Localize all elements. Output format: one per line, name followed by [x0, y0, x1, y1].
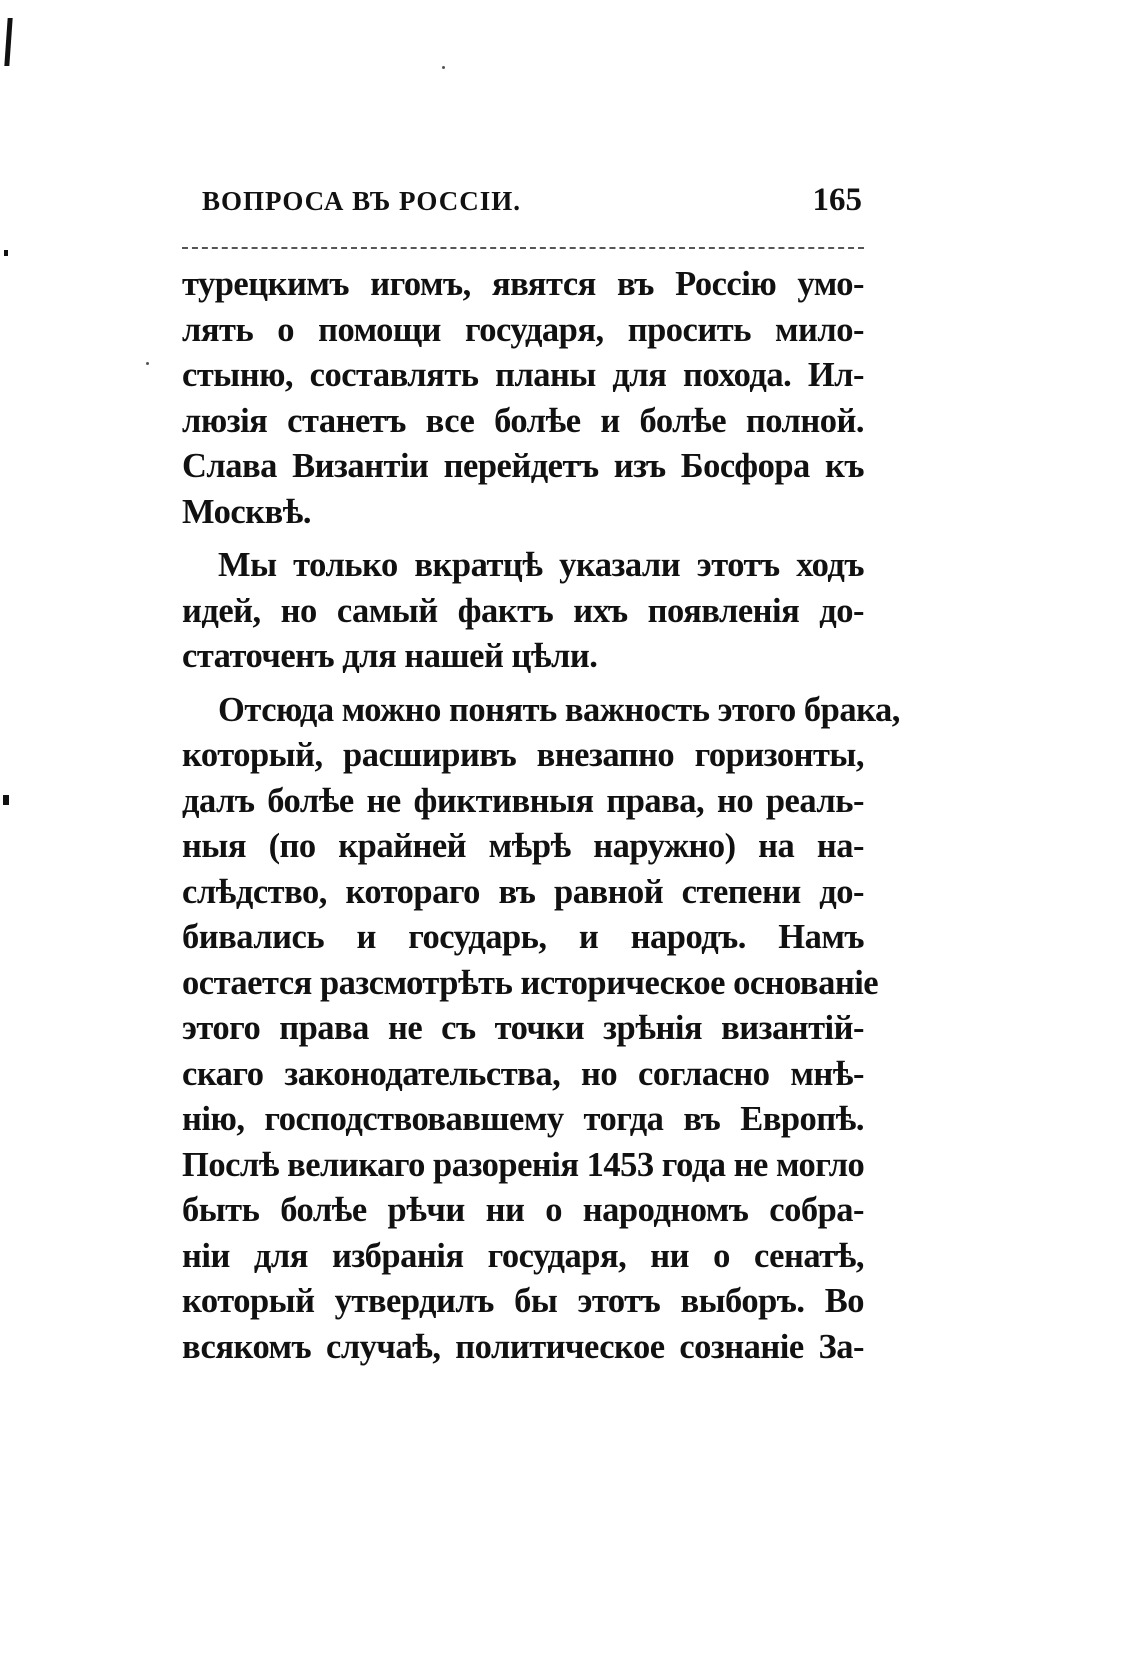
text-line: бивались и государь, и народъ. Намъ [182, 918, 864, 956]
text-line: Отсюда можно понять важность этого брака, [218, 690, 900, 729]
text-line: скаго законодательства, но согласно мнѣ- [182, 1054, 864, 1093]
text-line: стыню, составлять планы для похода. Ил- [182, 356, 864, 394]
text-line: нію, господствовавшему тогда въ Европѣ. [182, 1100, 864, 1138]
text-line: остается разсмотрѣть историческое основаніе [182, 963, 879, 1002]
text-line: всякомъ случаѣ, политическое сознаніе За- [182, 1327, 864, 1366]
text-line: люзія станетъ все болѣе и болѣе полной. [182, 401, 864, 440]
text-line: турецкимъ игомъ, явятся въ Россію умо- [182, 265, 864, 303]
scan-edge-mark [4, 250, 8, 256]
page-number: 165 [812, 182, 862, 218]
text-line: далъ болѣе не фиктивныя права, но реаль- [182, 781, 864, 820]
scan-speck [146, 362, 149, 365]
text-line: Москвѣ. [182, 492, 312, 531]
text-line: слѣдство, котораго въ равной степени до- [182, 872, 864, 911]
scan-edge-mark [4, 18, 12, 66]
body-text [182, 262, 900, 1366]
running-title: ВОПРОСА ВЪ РОССІИ. [202, 186, 521, 216]
text-line: идей, но самый фактъ ихъ появленія до- [182, 591, 864, 630]
text-line: быть болѣе рѣчи ни о народномъ собра- [182, 1191, 864, 1229]
text-line: Слава Византіи перейдетъ изъ Босфора къ [182, 447, 864, 485]
text-line: ныя (по крайней мѣрѣ наружно) на на- [182, 827, 864, 865]
header-rule [182, 247, 864, 249]
text-line: который утвердилъ бы этотъ выборъ. Во [182, 1282, 864, 1320]
scan-speck [442, 66, 445, 69]
text-line: ніи для избранія государя, ни о сенатѣ, [182, 1236, 864, 1275]
text-line: Мы только вкратцѣ указали этотъ ходъ [218, 546, 864, 584]
text-line: статоченъ для нашей цѣли. [182, 637, 598, 675]
text-line: лять о помощи государя, просить мило- [182, 310, 864, 349]
running-head [180, 182, 862, 226]
text-line: который, расширивъ внезапно горизонты, [182, 736, 864, 774]
text-line: Послѣ великаго разоренія 1453 года не могло [182, 1145, 865, 1184]
scan-edge-mark [3, 795, 9, 805]
text-line: этого права не съ точки зрѣнія византій- [182, 1009, 864, 1047]
